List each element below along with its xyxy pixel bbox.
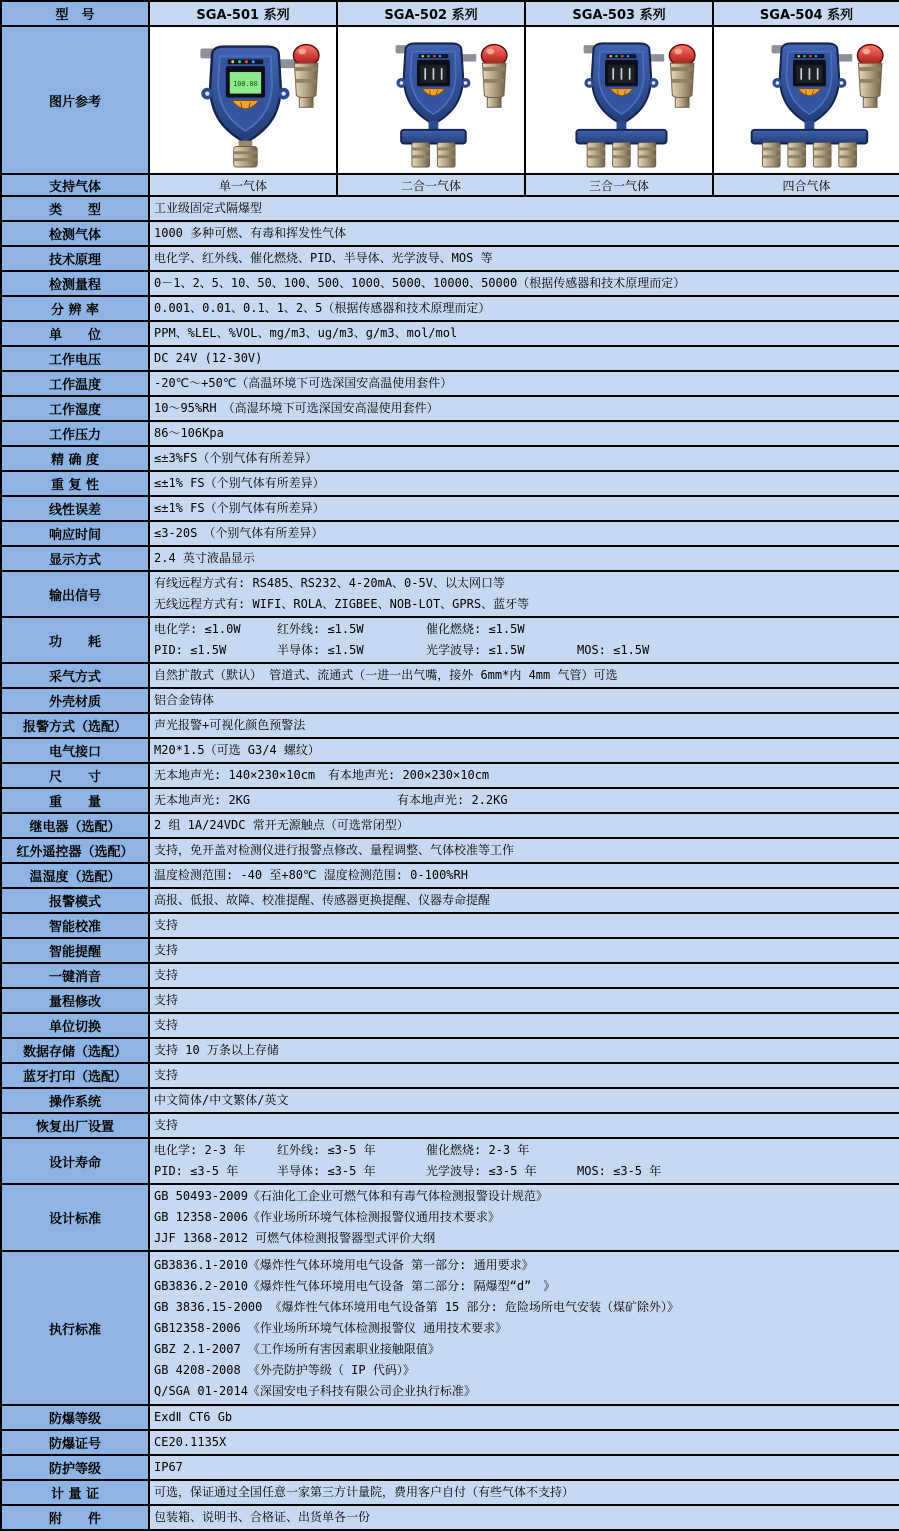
spec-row <box>1 446 899 471</box>
value-line <box>154 865 895 886</box>
value-line <box>154 665 895 686</box>
value-line <box>154 498 895 519</box>
value-segment: GB 50493-2009《石油化工企业可燃气体和有毒气体检测报警设计规范》 <box>154 1189 548 1203</box>
model-name-sga-501: SGA-501 系列 <box>149 1 337 26</box>
spec-row <box>1 421 899 446</box>
value-segment: M20*1.5（可选 G3/4 螺纹） <box>154 743 320 757</box>
value-line <box>154 815 895 836</box>
value-line <box>154 915 895 936</box>
spec-row <box>1 246 899 271</box>
value-segment: 电化学: ≤1.0W <box>154 622 241 636</box>
value-segment: 催化燃烧: 2-3 年 <box>426 1143 530 1157</box>
value-segment: 86～106Kpa <box>154 426 224 440</box>
value-segment: 工业级固定式隔爆型 <box>154 201 263 215</box>
value-line <box>154 1228 895 1249</box>
value-segment: GB 3836.15-2000 《爆炸性气体环境用电气设备第 15 部分: 危险场所电气安装（煤矿除外）》 <box>154 1299 679 1314</box>
value-line <box>154 1115 895 1136</box>
value-segment: 支持 <box>154 993 179 1007</box>
product-image-cell-4 <box>713 26 899 174</box>
value-line <box>154 890 895 911</box>
value-line <box>154 790 895 811</box>
value-line <box>154 198 895 219</box>
value-segment: 无线远程方式有: WIFI、ROLA、ZIGBEE、NOB-LOT、GPRS、蓝牙等 <box>154 597 530 611</box>
value-segment: GB3836.2-2010《爆炸性气体环境用电气设备 第二部分: 隔爆型“d” 》 <box>154 1278 556 1293</box>
row-label: 工作湿度 <box>1 396 149 421</box>
row-value <box>149 1505 899 1530</box>
value-segment: 无本地声光: 140×230×10cm <box>154 768 316 782</box>
spec-row <box>1 963 899 988</box>
value-segment: 10～95%RH （高湿环境下可选深国安高湿使用套件） <box>154 401 439 415</box>
value-segment: 红外线: ≤1.5W <box>277 622 364 636</box>
value-line <box>154 594 895 615</box>
row-value <box>149 1138 899 1184</box>
value-segment: ≤±1% FS（个别气体有所差异） <box>154 476 325 490</box>
value-segment: 支持 <box>154 968 179 982</box>
spec-row <box>1 688 899 713</box>
row-label: 技术原理 <box>1 246 149 271</box>
value-line <box>154 1207 895 1228</box>
spec-row <box>1 738 899 763</box>
value-segment: 有本地声光: 200×230×10cm <box>328 768 490 782</box>
row-label: 蓝牙打印（选配） <box>1 1063 149 1088</box>
value-line <box>154 965 895 986</box>
row-value <box>149 663 899 688</box>
row-label: 重 量 <box>1 788 149 813</box>
spec-row <box>1 713 899 738</box>
value-segment: GB12358-2006 《作业场所环境气体检测报警仪 通用技术要求》 <box>154 1320 508 1335</box>
row-value <box>149 196 899 221</box>
value-segment: 有线远程方式有: RS485、RS232、4-20mA、0-5V、以太网口等 <box>154 576 505 590</box>
value-segment: ≤3-20S （个别气体有所差异） <box>154 526 324 540</box>
value-line <box>154 473 895 494</box>
value-segment: 1000 多种可燃、有毒和挥发性气体 <box>154 226 347 240</box>
gas-value-1: 单一气体 <box>149 174 337 196</box>
row-value <box>149 1038 899 1063</box>
spec-row <box>1 221 899 246</box>
spec-row <box>1 371 899 396</box>
value-segment: GB 4208-2008 《外壳防护等级（ IP 代码）》 <box>154 1362 415 1377</box>
value-line <box>154 1297 895 1318</box>
row-value <box>149 1251 899 1405</box>
value-line <box>154 1482 895 1503</box>
spec-row <box>1 1480 899 1505</box>
row-value <box>149 1184 899 1251</box>
row-label: 执行标准 <box>1 1251 149 1405</box>
value-line <box>154 1432 895 1453</box>
spec-row <box>1 913 899 938</box>
model-name-sga-502: SGA-502 系列 <box>337 1 525 26</box>
model-header-label: 型 号 <box>1 1 149 26</box>
value-segment: 2.4 英寸液晶显示 <box>154 551 255 565</box>
value-segment: PPM、%LEL、%VOL、mg/m3、ug/m3、g/m3、mol/mol <box>154 326 458 340</box>
value-segment: 0－1、2、5、10、50、100、500、1000、5000、10000、50000（根据传感器和技术原理而定） <box>154 276 686 290</box>
value-line <box>154 1276 895 1297</box>
value-segment: 支持 <box>154 918 179 932</box>
product-image-wrap-4 <box>714 27 899 173</box>
value-segment: 半导体: ≤3-5 年 <box>277 1164 376 1178</box>
product-image-wrap-3 <box>526 27 712 173</box>
row-value <box>149 1405 899 1430</box>
spec-row <box>1 296 899 321</box>
row-value <box>149 1088 899 1113</box>
spec-row <box>1 471 899 496</box>
row-label: 重 复 性 <box>1 471 149 496</box>
value-segment: 高报、低报、故障、校准提醒、传感器更换提醒、仪器寿命提醒 <box>154 893 491 907</box>
row-value <box>149 838 899 863</box>
value-segment: 0.001、0.01、0.1、1、2、5（根据传感器和技术原理而定） <box>154 301 491 315</box>
spec-row <box>1 496 899 521</box>
spec-row <box>1 1184 899 1251</box>
value-segment: ≤±3%FS（个别气体有所差异） <box>154 451 318 465</box>
row-value <box>149 1455 899 1480</box>
value-segment: 可选，保证通过全国任意一家第三方计量院，费用客户自付（有些气体不支持） <box>154 1485 575 1499</box>
row-label: 电气接口 <box>1 738 149 763</box>
row-label: 报警模式 <box>1 888 149 913</box>
row-value <box>149 788 899 813</box>
spec-row <box>1 813 899 838</box>
value-line <box>154 1381 895 1402</box>
row-value <box>149 813 899 838</box>
row-label: 功 耗 <box>1 617 149 663</box>
value-line <box>154 273 895 294</box>
row-label: 报警方式（选配） <box>1 713 149 738</box>
spec-row <box>1 271 899 296</box>
value-segment: 支持 <box>154 943 179 957</box>
row-value <box>149 471 899 496</box>
row-label: 防护等级 <box>1 1455 149 1480</box>
value-segment: 红外线: ≤3-5 年 <box>277 1143 376 1157</box>
value-line <box>154 248 895 269</box>
spec-row <box>1 571 899 617</box>
row-value <box>149 396 899 421</box>
model-name-sga-503: SGA-503 系列 <box>525 1 713 26</box>
row-label: 操作系统 <box>1 1088 149 1113</box>
value-line <box>154 690 895 711</box>
row-value <box>149 688 899 713</box>
row-value <box>149 988 899 1013</box>
row-value <box>149 738 899 763</box>
value-line <box>154 1318 895 1339</box>
spec-row <box>1 396 899 421</box>
svg-text:100.00: 100.00 <box>233 79 258 88</box>
spec-row <box>1 763 899 788</box>
gas-value-2: 二合一气体 <box>337 174 525 196</box>
row-value <box>149 571 899 617</box>
value-line <box>154 1407 895 1428</box>
row-label: 继电器（选配） <box>1 813 149 838</box>
value-segment: 温度检测范围: -40 至+80℃ 湿度检测范围: 0-100%RH <box>154 868 468 882</box>
value-segment: 无本地声光: 2KG <box>154 793 251 807</box>
row-label: 精 确 度 <box>1 446 149 471</box>
spec-row <box>1 863 899 888</box>
row-label: 工作温度 <box>1 371 149 396</box>
row-value <box>149 546 899 571</box>
value-segment: 包装箱、说明书、合格证、出货单各一份 <box>154 1510 371 1524</box>
value-line <box>154 523 895 544</box>
row-label: 工作压力 <box>1 421 149 446</box>
sga-502-detector-image <box>338 27 524 169</box>
row-label: 响应时间 <box>1 521 149 546</box>
image-row <box>1 26 899 174</box>
value-segment: GB3836.1-2010《爆炸性气体环境用电气设备 第一部分: 通用要求》 <box>154 1257 534 1272</box>
row-value <box>149 1480 899 1505</box>
value-segment: 支持 <box>154 1018 179 1032</box>
value-line <box>154 448 895 469</box>
row-label: 附 件 <box>1 1505 149 1530</box>
row-value <box>149 1063 899 1088</box>
row-label: 温湿度（选配） <box>1 863 149 888</box>
spec-row <box>1 1405 899 1430</box>
gas-value-3: 三合一气体 <box>525 174 713 196</box>
sga-501-detector-image <box>150 27 336 169</box>
row-label: 防爆等级 <box>1 1405 149 1430</box>
value-line <box>154 223 895 244</box>
value-line <box>154 1140 895 1161</box>
value-segment: 中文简体/中文繁体/英文 <box>154 1093 289 1107</box>
spec-row <box>1 988 899 1013</box>
row-label: 采气方式 <box>1 663 149 688</box>
value-segment: 自然扩散式（默认） 管道式、流通式（一进一出气嘴，接外 6mm*内 4mm 气管）可选 <box>154 668 618 682</box>
value-segment: 支持 10 万条以上存储 <box>154 1043 279 1057</box>
value-segment: -20℃～+50℃（高温环境下可选深国安高温使用套件） <box>154 376 453 390</box>
spec-row <box>1 1505 899 1530</box>
value-line <box>154 348 895 369</box>
value-line <box>154 548 895 569</box>
value-segment: 铝合金铸体 <box>154 693 215 707</box>
spec-row <box>1 838 899 863</box>
value-segment: 2 组 1A/24VDC 常开无源触点（可选常闭型） <box>154 818 409 832</box>
row-value <box>149 713 899 738</box>
spec-row <box>1 196 899 221</box>
product-image-cell-3 <box>525 26 713 174</box>
value-segment: MOS: ≤3-5 年 <box>577 1164 662 1178</box>
value-segment: 支持，免开盖对检测仪进行报警点修改、量程调整、气体校准等工作 <box>154 843 515 857</box>
row-value <box>149 296 899 321</box>
row-value <box>149 1013 899 1038</box>
header-row <box>1 1 899 26</box>
row-value <box>149 963 899 988</box>
value-segment: GBZ 2.1-2007 《工作场所有害因素职业接触限值》 <box>154 1341 440 1356</box>
row-value <box>149 421 899 446</box>
row-label: 外壳材质 <box>1 688 149 713</box>
spec-row <box>1 663 899 688</box>
value-segment: ExdⅡ CT6 Gb <box>154 1410 233 1424</box>
row-value <box>149 938 899 963</box>
product-image-wrap-2 <box>338 27 524 173</box>
value-line <box>154 423 895 444</box>
row-label: 检测量程 <box>1 271 149 296</box>
product-image-cell-2 <box>337 26 525 174</box>
row-value <box>149 246 899 271</box>
row-value <box>149 371 899 396</box>
value-line <box>154 715 895 736</box>
value-segment: 光学波导: ≤1.5W <box>426 643 525 657</box>
row-value <box>149 271 899 296</box>
value-line <box>154 990 895 1011</box>
value-line <box>154 1360 895 1381</box>
value-line <box>154 1065 895 1086</box>
value-line <box>154 573 895 594</box>
value-line <box>154 398 895 419</box>
value-segment: Q/SGA 01-2014《深国安电子科技有限公司企业执行标准》 <box>154 1383 476 1398</box>
spec-row <box>1 1113 899 1138</box>
value-line <box>154 1161 895 1182</box>
row-label: 恢复出厂设置 <box>1 1113 149 1138</box>
row-label: 智能校准 <box>1 913 149 938</box>
gas-row <box>1 174 899 196</box>
value-line <box>154 1090 895 1111</box>
value-segment: CE20.1135X <box>154 1435 227 1449</box>
value-line <box>154 740 895 761</box>
row-label: 分 辨 率 <box>1 296 149 321</box>
value-segment: 电化学、红外线、催化燃烧、PID、半导体、光学波导、MOS 等 <box>154 251 493 265</box>
value-line <box>154 619 895 640</box>
sga-503-detector-image <box>526 27 712 169</box>
value-segment: 光学波导: ≤3-5 年 <box>426 1164 537 1178</box>
spec-row <box>1 617 899 663</box>
image-row-label: 图片参考 <box>1 26 149 174</box>
value-segment: GB 12358-2006《作业场所环境气体检测报警仪通用技术要求》 <box>154 1210 500 1224</box>
value-segment: 电化学: 2-3 年 <box>154 1143 246 1157</box>
row-label: 工作电压 <box>1 346 149 371</box>
gas-row-label: 支持气体 <box>1 174 149 196</box>
value-segment: JJF 1368-2012 可燃气体检测报警器型式评价大纲 <box>154 1231 436 1245</box>
row-label: 量程修改 <box>1 988 149 1013</box>
row-value <box>149 221 899 246</box>
row-value <box>149 1430 899 1455</box>
row-label: 一键消音 <box>1 963 149 988</box>
value-segment: 声光报警+可视化颜色预警法 <box>154 718 306 732</box>
value-segment: IP67 <box>154 1460 183 1474</box>
row-value <box>149 346 899 371</box>
row-value <box>149 763 899 788</box>
spec-row <box>1 1251 899 1405</box>
value-segment: PID: ≤3-5 年 <box>154 1164 239 1178</box>
row-label: 类 型 <box>1 196 149 221</box>
row-label: 防爆证号 <box>1 1430 149 1455</box>
row-value <box>149 521 899 546</box>
value-segment: 有本地声光: 2.2KG <box>397 793 508 807</box>
value-line <box>154 1255 895 1276</box>
spec-row <box>1 1088 899 1113</box>
value-line <box>154 765 895 786</box>
spec-row <box>1 888 899 913</box>
value-line <box>154 373 895 394</box>
value-line <box>154 1507 895 1528</box>
sga-504-detector-image <box>714 27 899 169</box>
row-label: 智能提醒 <box>1 938 149 963</box>
row-label: 尺 寸 <box>1 763 149 788</box>
row-label: 单位切换 <box>1 1013 149 1038</box>
row-value <box>149 863 899 888</box>
value-segment: 半导体: ≤1.5W <box>277 643 364 657</box>
row-label: 设计标准 <box>1 1184 149 1251</box>
row-label: 数据存储（选配） <box>1 1038 149 1063</box>
value-line <box>154 640 895 661</box>
spec-row <box>1 938 899 963</box>
product-image-wrap-1 <box>150 27 336 173</box>
spec-row <box>1 1013 899 1038</box>
value-segment: ≤±1% FS（个别气体有所差异） <box>154 501 325 515</box>
row-value <box>149 496 899 521</box>
value-line <box>154 940 895 961</box>
value-segment: MOS: ≤1.5W <box>577 643 650 657</box>
row-label: 设计寿命 <box>1 1138 149 1184</box>
value-segment: 支持 <box>154 1118 179 1132</box>
row-label: 计 量 证 <box>1 1480 149 1505</box>
value-line <box>154 298 895 319</box>
value-segment: PID: ≤1.5W <box>154 643 227 657</box>
row-value <box>149 446 899 471</box>
row-label: 输出信号 <box>1 571 149 617</box>
spec-row <box>1 321 899 346</box>
value-line <box>154 1339 895 1360</box>
product-image-cell-1 <box>149 26 337 174</box>
row-value <box>149 321 899 346</box>
model-name-sga-504: SGA-504 系列 <box>713 1 899 26</box>
row-value <box>149 913 899 938</box>
spec-row <box>1 1430 899 1455</box>
row-label: 显示方式 <box>1 546 149 571</box>
value-line <box>154 1186 895 1207</box>
value-line <box>154 1015 895 1036</box>
spec-row <box>1 788 899 813</box>
value-line <box>154 1457 895 1478</box>
value-line <box>154 1040 895 1061</box>
spec-row <box>1 521 899 546</box>
spec-row <box>1 1138 899 1184</box>
value-line <box>154 323 895 344</box>
row-label: 线性误差 <box>1 496 149 521</box>
row-label: 单 位 <box>1 321 149 346</box>
spec-row <box>1 546 899 571</box>
spec-row <box>1 1038 899 1063</box>
value-line <box>154 840 895 861</box>
row-label: 检测气体 <box>1 221 149 246</box>
row-value <box>149 1113 899 1138</box>
spec-row <box>1 346 899 371</box>
spec-row <box>1 1063 899 1088</box>
value-segment: 催化燃烧: ≤1.5W <box>426 622 525 636</box>
value-segment: DC 24V (12-30V) <box>154 351 263 365</box>
gas-value-4: 四合气体 <box>713 174 899 196</box>
row-label: 红外遥控器（选配） <box>1 838 149 863</box>
row-value <box>149 888 899 913</box>
row-value <box>149 617 899 663</box>
spec-row <box>1 1455 899 1480</box>
value-segment: 支持 <box>154 1068 179 1082</box>
